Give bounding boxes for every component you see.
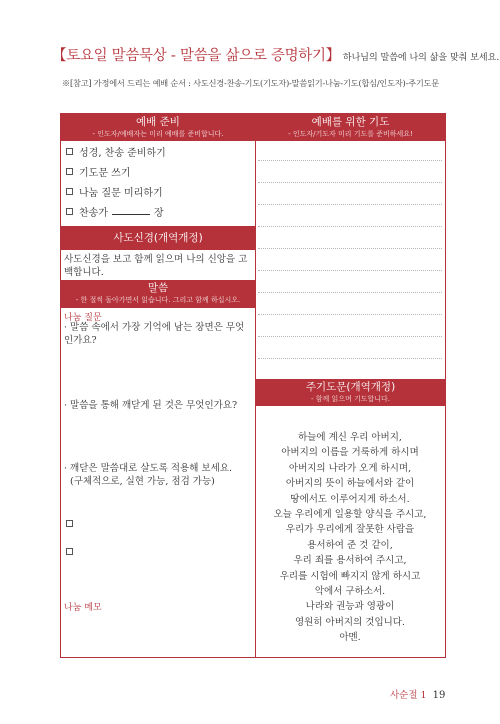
page-footer <box>390 687 445 701</box>
title-row <box>52 44 500 65</box>
checkbox-icon[interactable] <box>66 548 73 555</box>
prep-title: 예배 준비 <box>136 116 180 128</box>
prep-item-label: 나눔 질문 미리하기 <box>79 188 163 199</box>
prayer-writing-line[interactable] <box>258 160 442 161</box>
prayer-line: 아버지의 이름을 거룩하게 하시며 <box>281 447 419 459</box>
prayer-line: 아버지의 뜻이 하늘에서와 같이 <box>285 478 415 490</box>
prayer-line: 땅에서도 이루어지게 하소서. <box>290 493 410 505</box>
lords-prayer-subtitle: - 함께 읽으며 기도합니다. <box>310 395 391 403</box>
hymn-item[interactable] <box>66 204 164 219</box>
prayer-line: 오늘 우리에게 일용할 양식을 주시고, <box>273 509 427 521</box>
lords-prayer-header <box>256 379 445 406</box>
prep-item-label: 성경, 찬송 준비하기 <box>79 148 166 159</box>
checkbox-icon[interactable] <box>66 208 73 215</box>
page-title: 【토요일 말씀묵상 - 말씀을 삶으로 증명하기】 <box>52 48 340 64</box>
prayer-writing-line[interactable] <box>258 182 442 183</box>
share-question-1: · 말씀 속에서 가장 기억에 남는 장면은 무엇인가요? <box>64 322 245 346</box>
lords-prayer-title: 주기도문(개역개정) <box>305 381 396 393</box>
prep-item-label: 기도문 쓰기 <box>79 168 131 179</box>
prep-item[interactable] <box>66 164 130 179</box>
prep-subtitle: - 인도자/예배자는 미리 예배를 준비합니다. <box>92 130 224 138</box>
checkbox-icon[interactable] <box>66 520 73 527</box>
prayer-writing-line[interactable] <box>258 204 442 205</box>
page-subtitle: 하나님의 말씀에 나의 삶을 맞춰 보세요. <box>342 53 500 63</box>
prayer-line: 용서하여 준 것 같이, <box>307 539 393 551</box>
share-question-3: · 깨닫은 말씀대로 살도록 적용해 보세요. <box>64 463 232 474</box>
lords-prayer-text <box>258 430 442 646</box>
word-title: 말씀 <box>147 282 169 294</box>
word-subtitle: - 한 절씩 돌아가면서 읽습니다. 그리고 함께 하십시오. <box>75 296 241 304</box>
share-memo-label: 나눔 메모 <box>64 603 102 613</box>
prep-item[interactable] <box>66 144 166 159</box>
pray-header <box>256 114 445 141</box>
pray-subtitle: - 인도자/기도자 미리 기도를 준비하세요! <box>288 130 413 138</box>
prayer-line: 아멘. <box>339 632 361 644</box>
word-header <box>61 280 255 308</box>
checkbox-icon[interactable] <box>66 168 73 175</box>
prayer-line: 나라와 권능과 영광이 <box>305 601 395 613</box>
creed-text: 사도신경을 보고 함께 읽으며 나의 신앙을 고백합니다. <box>64 254 248 278</box>
worship-order-note: ※[참고] 가정에서 드리는 예배 순서 : 사도신경-찬송-기도(기도자)-말씀읽기-나눔-기도(합심/인도자)-주기도문 <box>62 78 439 88</box>
checkbox-icon[interactable] <box>66 188 73 195</box>
prayer-writing-line[interactable] <box>258 270 442 271</box>
hymn-label: 찬송가 <box>79 208 108 219</box>
prayer-writing-line[interactable] <box>258 292 442 293</box>
book-title: 사순절 1 <box>390 690 427 701</box>
prayer-line: 우리가 우리에게 잘못한 사람을 <box>285 524 415 536</box>
hymn-number-blank[interactable] <box>112 214 150 215</box>
creed-header <box>61 226 255 250</box>
pray-title: 예배를 위한 기도 <box>311 116 390 128</box>
prep-item[interactable] <box>66 184 163 199</box>
share-question-label: 나눔 질문 <box>64 313 102 323</box>
prayer-line: 아버지의 나라가 오게 하시며, <box>288 462 412 474</box>
prayer-writing-line[interactable] <box>258 336 442 337</box>
prayer-writing-line[interactable] <box>258 226 442 227</box>
checkbox-icon[interactable] <box>66 148 73 155</box>
creed-title: 사도신경(개역개정) <box>113 232 203 244</box>
worship-table <box>60 113 446 658</box>
prayer-writing-line[interactable] <box>258 248 442 249</box>
prayer-line: 우리를 시험에 빠지지 않게 하시고 <box>279 570 421 582</box>
prayer-writing-line[interactable] <box>258 314 442 315</box>
share-question-2: · 말씀을 통해 깨닫게 된 것은 무엇인가요? <box>64 400 238 411</box>
prayer-line: 우리 죄를 용서하여 주시고, <box>293 555 407 567</box>
prayer-line: 악에서 구하소서. <box>314 586 386 598</box>
page-number: 19 <box>432 690 446 701</box>
prayer-writing-line[interactable] <box>258 358 442 359</box>
prayer-line: 영원히 아버지의 것입니다. <box>294 616 405 628</box>
apply-item[interactable] <box>66 548 79 559</box>
prep-header <box>61 114 255 141</box>
prayer-line: 하늘에 계신 우리 아버지, <box>298 432 402 443</box>
share-question-3-note: (구체적으로, 실현 가능, 점검 가능) <box>70 476 215 487</box>
apply-item[interactable] <box>66 520 79 531</box>
hymn-suffix: 장 <box>153 208 164 219</box>
